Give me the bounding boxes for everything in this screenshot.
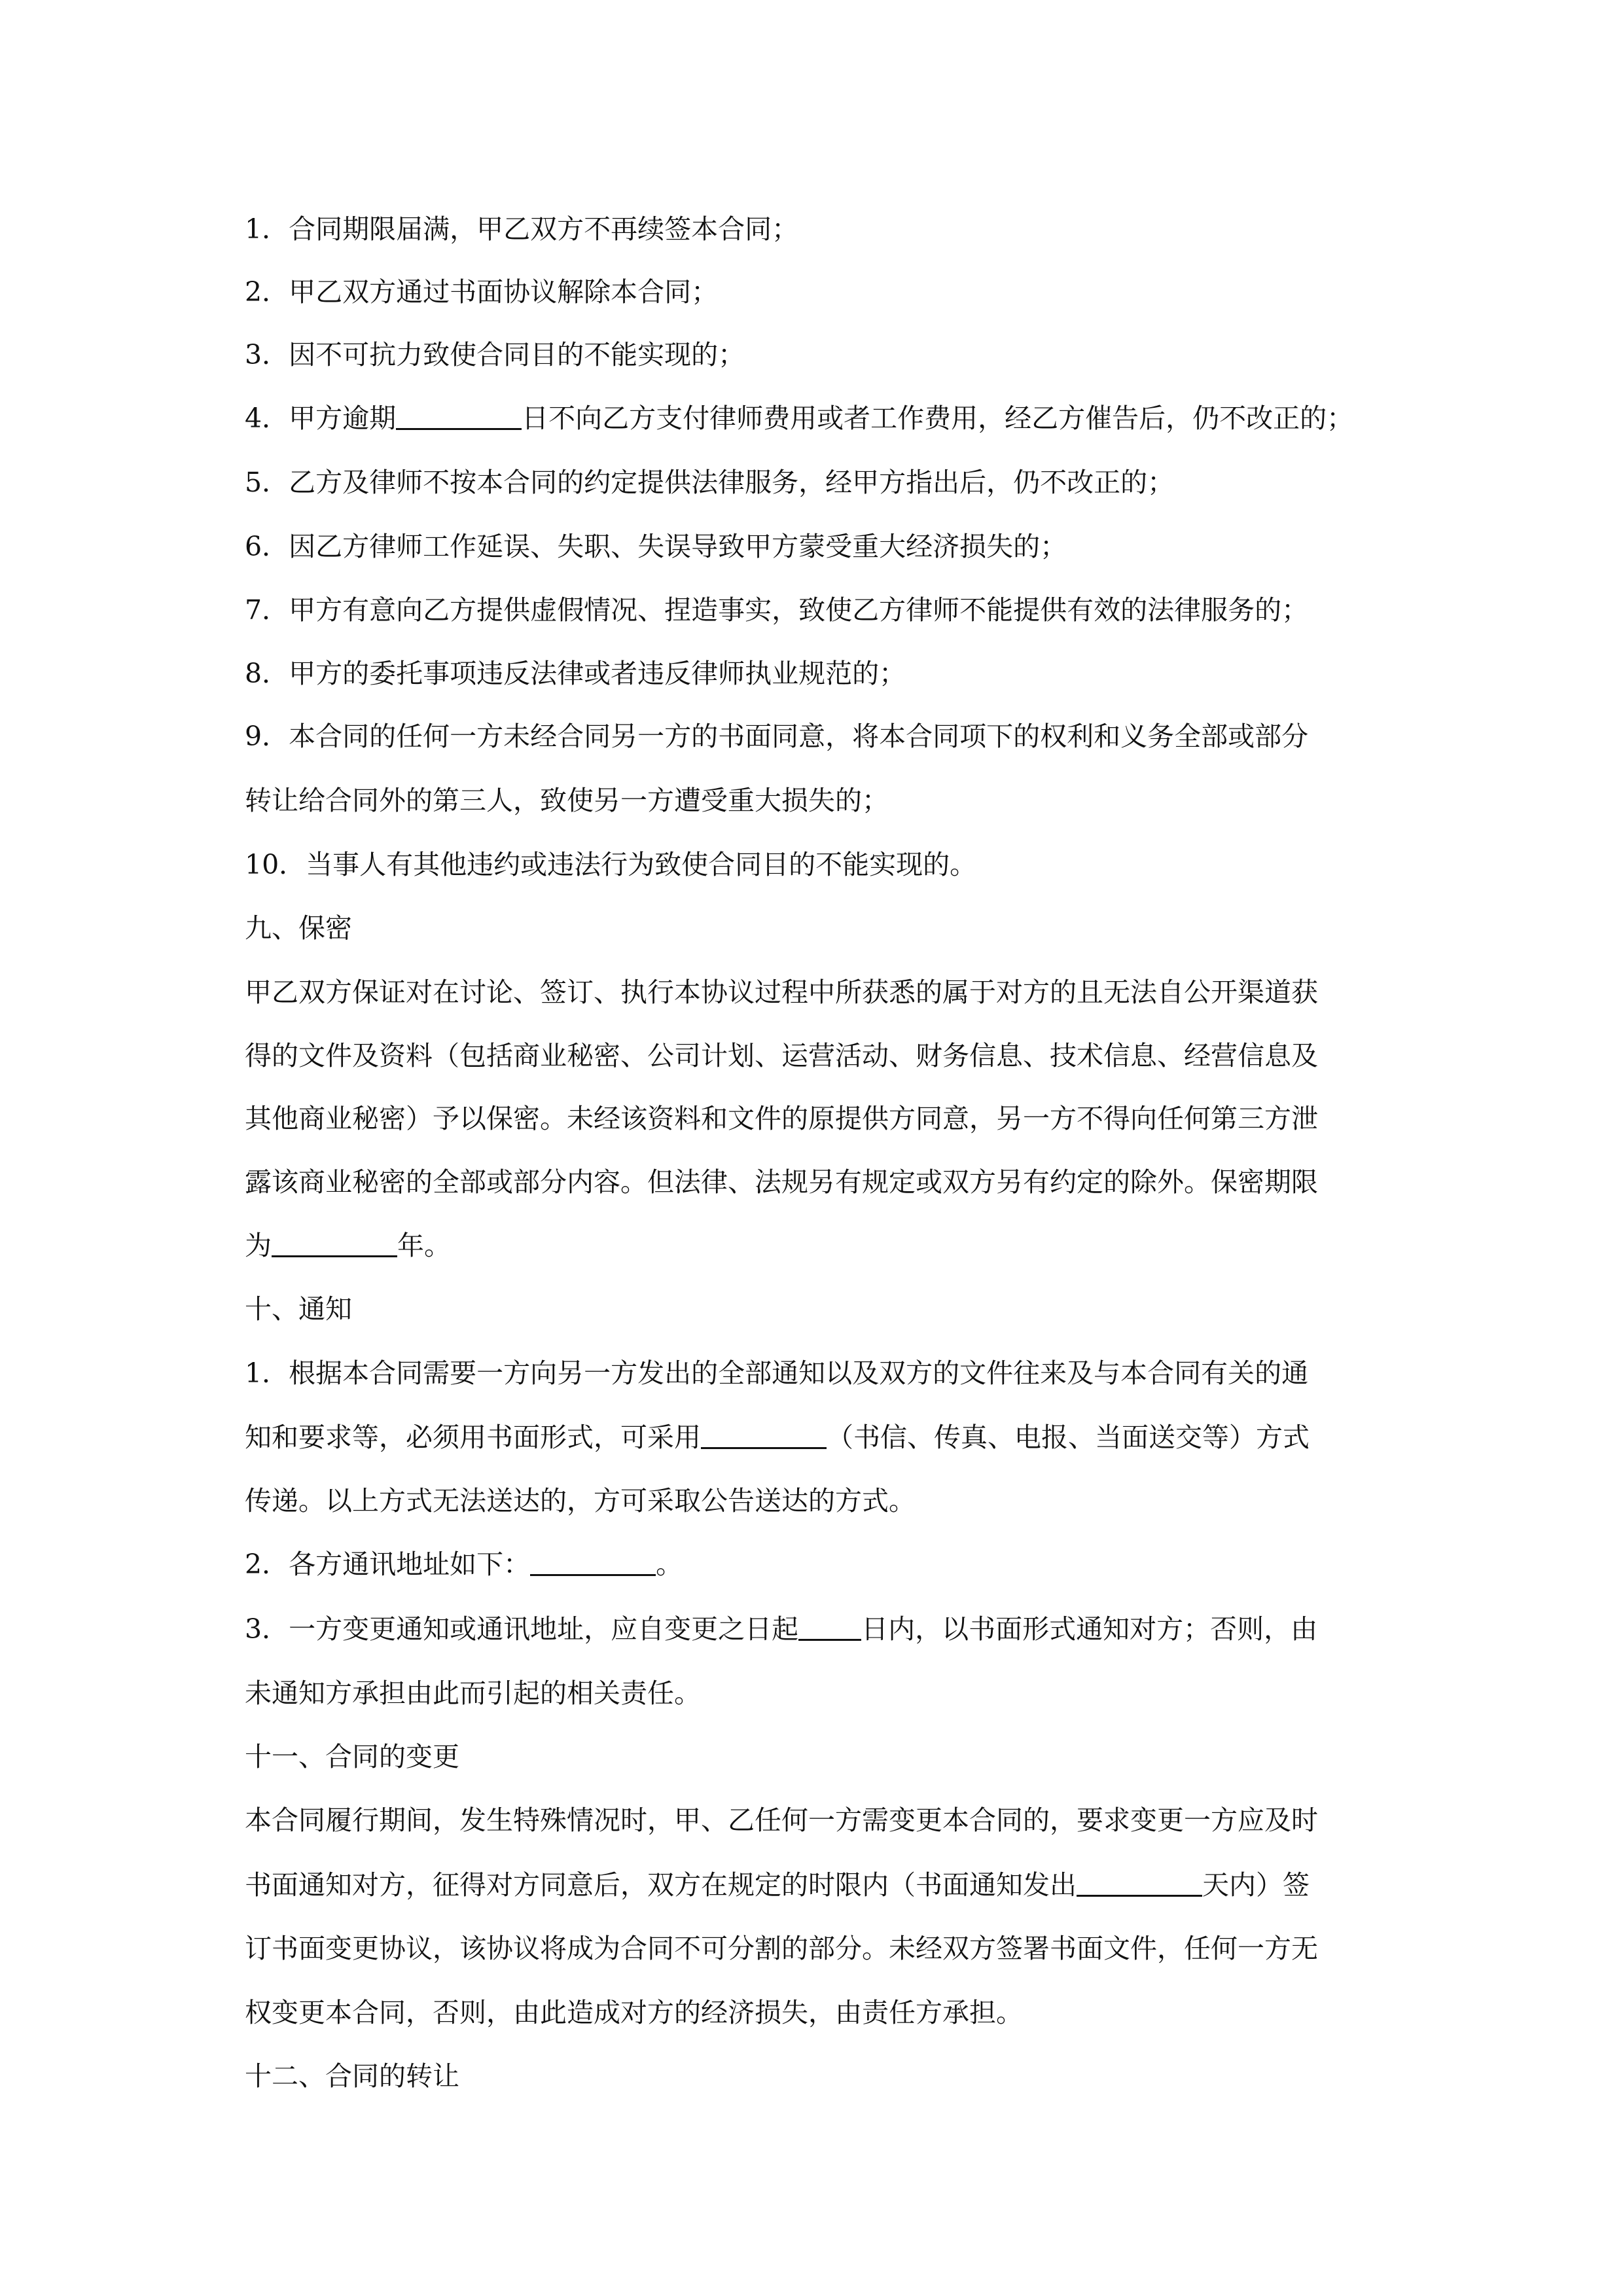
fill-in-blank xyxy=(396,399,522,430)
fill-in-blank xyxy=(530,1545,656,1576)
text-line: 7．甲方有意向乙方提供虚假情况、捏造事实，致使乙方律师不能提供有效的法律服务的； xyxy=(245,594,1309,626)
section-heading: 九、保密 xyxy=(245,912,352,944)
text-line: 1．根据本合同需要一方向另一方发出的全部通知以及双方的文件往来及与本合同有关的通 xyxy=(245,1357,1309,1389)
fill-in-blank xyxy=(1077,1866,1202,1897)
text-segment: 天内）签 xyxy=(1202,1869,1310,1901)
text-segment: 。 xyxy=(656,1549,683,1580)
text-line: 6．因乙方律师工作延误、失职、失误导致甲方蒙受重大经济损失的； xyxy=(245,531,1067,562)
fill-in-blank xyxy=(272,1227,397,1257)
text-segment: 日内，以书面形式通知对方；否则，由 xyxy=(861,1613,1318,1645)
section-heading: 十、通知 xyxy=(245,1293,352,1325)
text-line: 甲乙双方保证对在讨论、签订、执行本协议过程中所获悉的属于对方的且无法自公开渠道获 xyxy=(245,977,1318,1008)
text-line: 10．当事人有其他违约或违法行为致使合同目的不能实现的。 xyxy=(245,849,977,880)
text-line: 得的文件及资料（包括商业秘密、公司计划、运营活动、财务信息、技术信息、经营信息及 xyxy=(245,1040,1318,1071)
text-line: 露该商业秘密的全部或部分内容。但法律、法规另有规定或双方另有约定的除外。保密期限 xyxy=(245,1166,1318,1198)
text-line xyxy=(245,1609,1383,1649)
section-heading: 十一、合同的变更 xyxy=(245,1741,459,1772)
text-line: 本合同履行期间，发生特殊情况时，甲、乙任何一方需变更本合同的，要求变更一方应及时 xyxy=(245,1804,1318,1836)
text-line: 3．因不可抗力致使合同目的不能实现的； xyxy=(245,339,745,370)
text-line: 9．本合同的任何一方未经合同另一方的书面同意，将本合同项下的权利和义务全部或部分 xyxy=(245,721,1309,752)
text-line xyxy=(245,1226,1383,1265)
text-segment: 3．一方变更通知或通讯地址，应自变更之日起 xyxy=(245,1613,799,1645)
fill-in-blank xyxy=(798,1610,861,1641)
text-segment: 2．各方通讯地址如下： xyxy=(245,1549,531,1580)
text-line xyxy=(245,1418,1383,1457)
text-line: 传递。以上方式无法送达的，方可采取公告送达的方式。 xyxy=(245,1485,916,1516)
text-line: 其他商业秘密）予以保密。未经该资料和文件的原提供方同意，另一方不得向任何第三方泄 xyxy=(245,1103,1318,1134)
text-line: 5．乙方及律师不按本合同的约定提供法律服务，经甲方指出后，仍不改正的； xyxy=(245,467,1175,498)
text-segment: 年。 xyxy=(397,1230,451,1261)
text-line: 未通知方承担由此而引起的相关责任。 xyxy=(245,1677,701,1709)
text-line xyxy=(245,399,1383,438)
text-line: 8．甲方的委托事项违反法律或者违反律师执业规范的； xyxy=(245,658,906,689)
text-segment: 书面通知对方，征得对方同意后，双方在规定的时限内（书面通知发出 xyxy=(245,1869,1077,1901)
text-segment: 日不向乙方支付律师费用或者工作费用，经乙方催告后，仍不改正的； xyxy=(522,403,1354,434)
text-line: 转让给合同外的第三人，致使另一方遭受重大损失的； xyxy=(245,785,889,816)
text-line: 1．合同期限届满，甲乙双方不再续签本合同； xyxy=(245,213,799,245)
text-segment: 为 xyxy=(245,1230,272,1261)
fill-in-blank xyxy=(701,1418,827,1449)
text-line xyxy=(245,1545,1383,1584)
text-line: 权变更本合同，否则，由此造成对方的经济损失，由责任方承担。 xyxy=(245,1997,1023,2028)
text-segment: （书信、传真、电报、当面送交等）方式 xyxy=(827,1422,1310,1453)
text-line: 2．甲乙双方通过书面协议解除本合同； xyxy=(245,276,719,308)
text-segment: 4．甲方逾期 xyxy=(245,403,397,434)
section-heading: 十二、合同的转让 xyxy=(245,2060,459,2092)
text-line: 订书面变更协议，该协议将成为合同不可分割的部分。未经双方签署书面文件，任何一方无 xyxy=(245,1933,1318,1964)
text-line xyxy=(245,1865,1383,1905)
text-segment: 知和要求等，必须用书面形式，可采用 xyxy=(245,1422,701,1453)
